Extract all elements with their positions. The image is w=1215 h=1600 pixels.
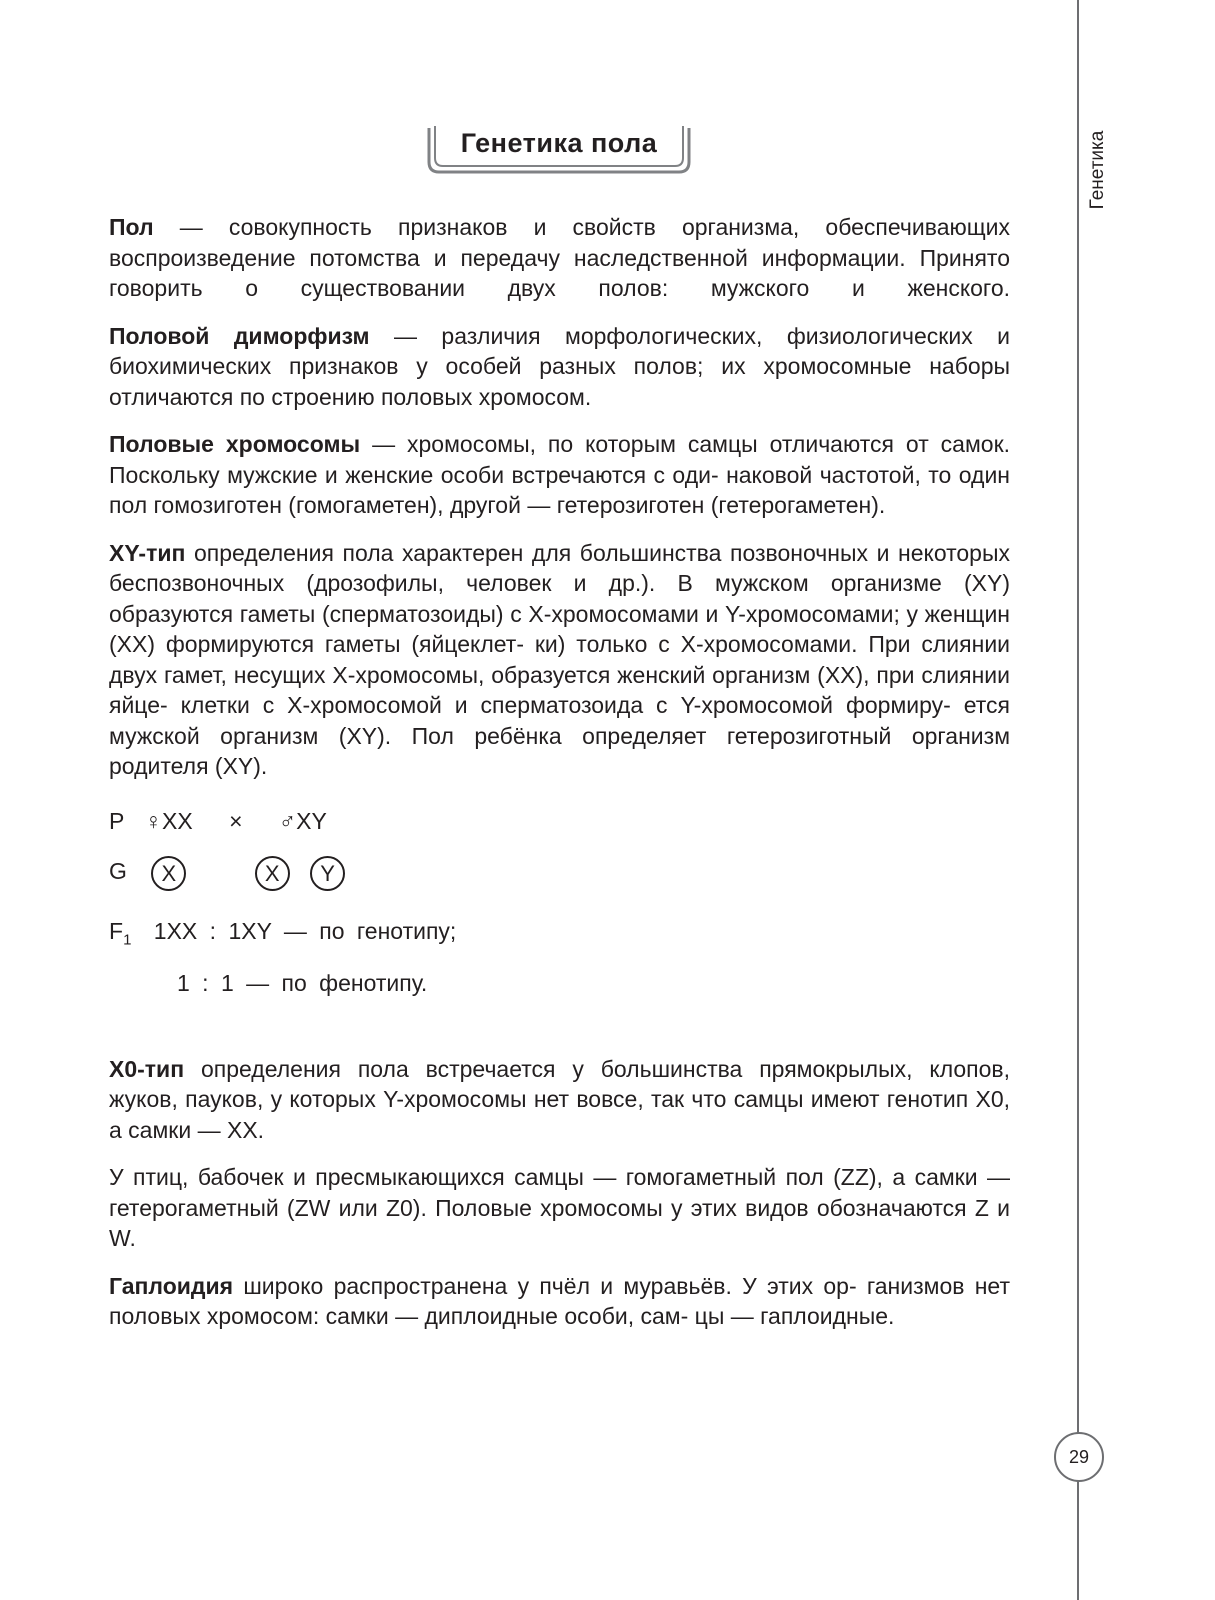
phenotype-row [177,970,427,997]
phenotype-ratio: 1 : 1 — по фенотипу. [177,969,428,996]
term: Половой диморфизм [109,322,370,349]
female-parent: ♀XX [144,807,193,834]
text-line: У птиц, бабочек и пресмыкающихся самцы — гомогаметный пол (ZZ), [109,1164,883,1190]
text-line: а самки — гетерогаметный (ZW или Z0). Половые хромосомы у этих [109,1164,1011,1221]
offspring-row [109,918,456,949]
paragraph-sex-chromosomes [109,429,1010,521]
text-line: — различия морфологических, физиологических [393,322,973,349]
main-content [109,212,1010,1349]
paragraph-haploidy [109,1271,1010,1332]
chapter-side-label: Генетика [1087,130,1108,210]
text-line: цы — гаплоидные. [694,1303,895,1329]
text-line: X-хромосомы, образуется женский организм (XX), при слиянии яйце- [109,661,1011,718]
paragraph-sex [109,212,1010,304]
text-line: организме (XY) образуются гаметы (сперматозоиды) с X-хромосомами [109,570,1010,627]
term: Половые хромосомы [109,431,361,457]
term: X0-тип [109,1055,185,1082]
text-line: — хромосомы, по которым самцы отличаются [372,431,894,457]
gamete-circle: X [151,856,186,891]
parents-label: P [109,807,125,834]
text-line: ки) только с X-хромосомами. При слиянии двух гамет, несущих [109,631,1011,688]
text-line: Принято говорить о существовании двух полов: мужского и женского. [109,244,1010,301]
term: Пол [109,214,154,240]
text-line: широко распространена у пчёл и муравьёв. У этих ор- [243,1272,857,1299]
paragraph-xy-type [109,538,1010,782]
gametes-row [109,856,345,891]
gametes-label: G [109,858,127,885]
offspring-label: F [109,917,124,944]
text-line: определения пола встречается у большинства прямокрылых, [200,1055,913,1082]
text-line: ганизмов нет половых хромосом: самки — диплоидные особи, сам- [109,1272,1010,1329]
margin-rule [1077,0,1079,1600]
cross-scheme [109,808,1010,1044]
paragraph-dimorphism [109,321,1010,413]
text-line: — совокупность признаков и свойств организма, обеспечивающих [179,214,1011,240]
offspring-subscript: 1 [123,931,132,949]
genotype-ratio: 1XX : 1XY — по генотипу; [153,917,457,944]
gamete-circle: X [255,856,290,891]
text-line: и некоторых беспозвоночных (дрозофилы, человек и др.). В мужском [109,539,1010,596]
text-line: наборы отличаются по строению половых хромосом. [109,353,1011,410]
paragraph-birds [109,1162,1010,1254]
text-line: от самок. Поскольку мужские и женские особи встречаются с оди- [109,431,1011,488]
text-line: клетки с X-хромосомой и сперматозоида с Y-хромосомой формиру- [180,692,951,718]
cross-sign: × [229,807,243,834]
text-line: наковой частотой, то один пол гомозиготен (гомогаметен), другой — [109,461,1011,518]
gamete-circle: Y [310,856,345,891]
term: Гаплоидия [109,1272,234,1299]
text-line: клопов, жуков, пауков, у которых Y-хромосомы нет вовсе, так что [109,1055,1011,1112]
text-line: определения пола характерен для большинства позвоночных [193,539,868,566]
text-line: и биохимических признаков у особей разных полов; их хромосомные [109,322,1011,379]
text-line: воспроизведение потомства и передачу наследственной информации. [109,244,906,271]
term: XY-тип [109,539,186,566]
paragraph-x0-type [109,1054,1010,1146]
text-line: видов обозначаются Z и W. [109,1194,1010,1251]
page-number: 29 [1054,1432,1104,1482]
male-parent: ♂XY [278,807,327,834]
text-line: и Y-хромосомами; у женщин (XX) формируются гаметы (яйцеклет- [109,600,1010,657]
parents-row [109,808,327,835]
page-title: Генетика пола [460,128,658,158]
title-box [427,122,691,176]
text-line: гетерозиготен (гетерогаметен). [556,492,886,518]
text-line: организм родителя (XY). [109,722,1011,779]
text-line: самцы имеют генотип X0, а самки — XX. [109,1086,1011,1143]
text-line: ется мужской организм (XY). Пол ребёнка определяет гетерозиготный [109,692,1010,749]
